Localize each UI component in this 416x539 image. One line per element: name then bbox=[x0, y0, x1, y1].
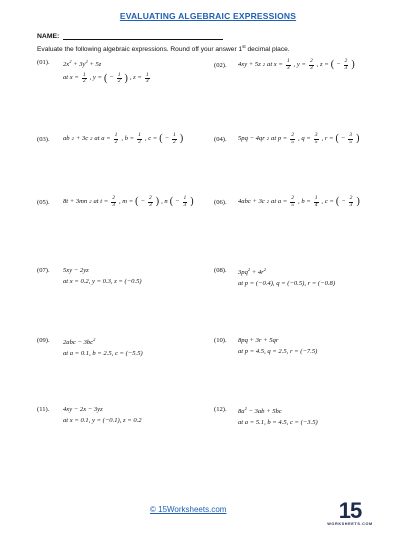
instructions: Evaluate the following algebraic expressions. Round off your answer 1st decimal place. bbox=[37, 44, 290, 54]
problem-expression: $8a^2 - 3ab + 5bc$ bbox=[238, 406, 282, 415]
problem-condition: at x = 0.1, y = (−0.1), z = 0.2 bbox=[63, 416, 142, 424]
problem-expression: 5pq − 4qr 2 at p = $\frac{2}{5}$ , q = $\frac{3}{5}$ , r = ( − $\frac{3}{5}$ ) bbox=[238, 132, 360, 145]
name-field-row bbox=[37, 32, 223, 40]
logo-number: 15 bbox=[338, 498, 362, 523]
problem-condition: at x = 0.2, y = 0.3, z = (−0.5) bbox=[63, 277, 142, 285]
problem-condition: at a = 5.1, b = 4.5, c = (−3.5) bbox=[238, 418, 318, 426]
worksheet-title: EVALUATING ALGEBRAIC EXPRESSIONS bbox=[119, 11, 297, 21]
problem-expression: 4xy − 2x − 3yz bbox=[63, 406, 103, 413]
problem-expression: $3pq^2 + 4r^2$ bbox=[238, 267, 266, 276]
footer-website-link[interactable]: © 15Worksheets.com bbox=[150, 505, 227, 514]
problem-expression: 8pq + 3r + 5qr bbox=[238, 337, 279, 344]
problem-condition: at x = $\frac{1}{2}$ , y = ( − $\frac{1}{2}$ ) , z = $\frac{1}{3}$ bbox=[63, 71, 149, 85]
problem-condition: at p = (−0.4), q = (−0.5), r = (−0.8) bbox=[238, 279, 336, 287]
name-label: NAME: bbox=[37, 33, 60, 40]
problem-expression: 4abc + 3c 2 at a = $\frac{2}{5}$ , b = $\frac{1}{4}$ , c = ( − $\frac{2}{3}$ ) bbox=[238, 195, 360, 208]
name-input-line[interactable] bbox=[63, 32, 223, 40]
problem-expression: $2x^2 + 3y^2 + 5z$ bbox=[63, 59, 102, 68]
brand-logo bbox=[324, 500, 376, 530]
problem-expression: ab 2 + 3c 2 at a = $\frac{1}{2}$ , b = $\frac{1}{2}$ , c = ( − $\frac{1}{2}$ ) bbox=[63, 132, 184, 145]
problem-expression: $2abc - 3bc^2$ bbox=[63, 337, 96, 346]
problem-expression: 8t + 3mn 2 at t = $\frac{2}{3}$ , m = ( − $\frac{2}{3}$ ) , n ( − $\frac{1}{3}$ ) bbox=[63, 195, 194, 208]
problem-condition: at p = 4.5, q = 2.5, r = (−7.5) bbox=[238, 347, 318, 355]
logo-text: WORKSHEETS.COM bbox=[327, 522, 373, 526]
problem-expression: 5xy − 2yz bbox=[63, 267, 89, 274]
problem-expression: 4xy + 5z 2 at x = $\frac{1}{3}$ , y = $\frac{2}{3}$ , z = ( − $\frac{2}{3}$ ) bbox=[238, 58, 355, 71]
problem-condition: at a = 0.1, b = 2.5, c = (−5.5) bbox=[63, 349, 143, 357]
